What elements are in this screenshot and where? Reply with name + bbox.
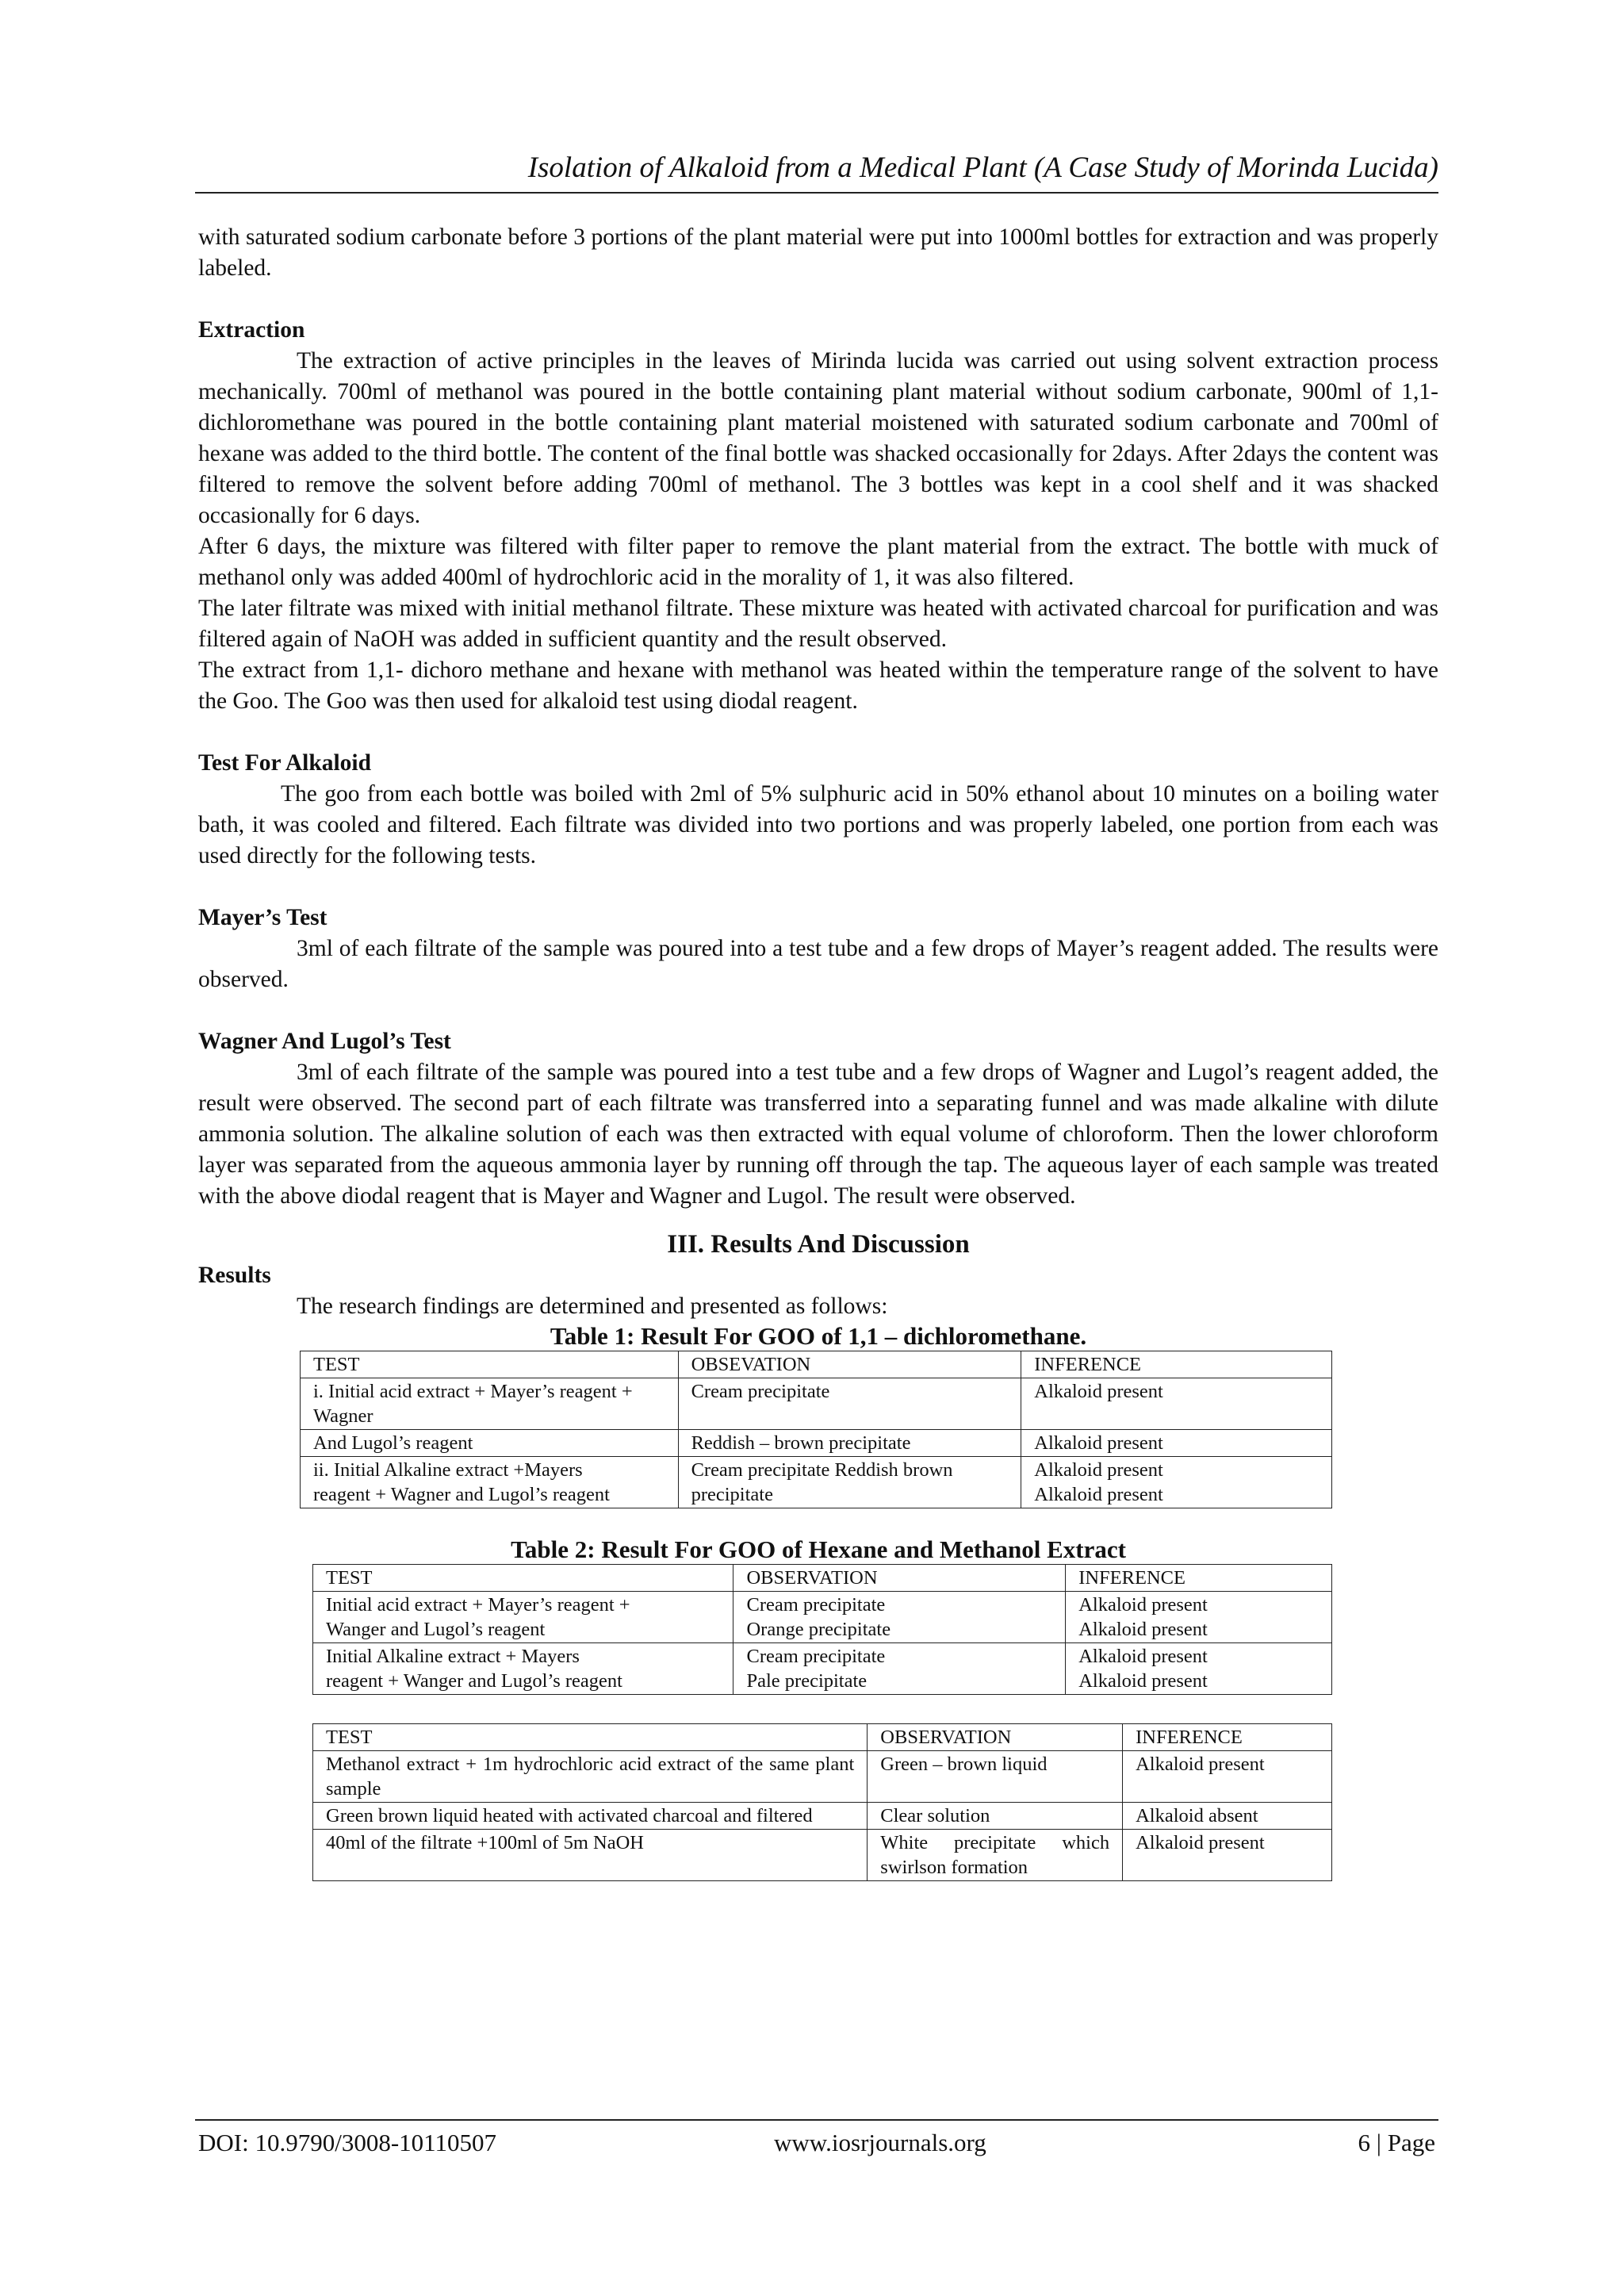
table-cell: And Lugol’s reagent (301, 1430, 679, 1457)
wagner-test-heading: Wagner And Lugol’s Test (198, 1029, 451, 1054)
table-row (313, 1803, 1332, 1830)
wagner-test-paragraph: 3ml of each filtrate of the sample was poured into a test tube and a few drops of Wagner and Lugol’s reagent added, the result were observed. The second part of each filtrate was transferred into a separating funnel and was made alkaline with dilute ammonia solution. The alkaline solution of each was then extracted with equal volume of chloroform. Then the lower chloroform layer was separated from the aqueous ammonia layer by running off through the tap. The aqueous layer of each sample was treated with the above diodal reagent that is Mayer and Wagner and Lugol. The result were observed. (198, 1060, 1438, 1209)
page-content (198, 222, 1438, 1881)
table-header-cell: TEST (313, 1724, 868, 1751)
table-cell: Alkaloid present (1021, 1430, 1332, 1457)
section-title: III. Results And Discussion (667, 1230, 970, 1259)
table-header-cell: INFERENCE (1123, 1724, 1332, 1751)
intro-paragraph: with saturated sodium carbonate before 3 portions of the plant material were put into 1000ml bottles for extraction and was properly labeled. (198, 224, 1438, 281)
mayers-test-heading: Mayer’s Test (198, 905, 327, 930)
footer-page-number: 6 | Page (1358, 2129, 1435, 2156)
table-cell: Green – brown liquid (868, 1751, 1123, 1803)
table-cell: i. Initial acid extract + Mayer’s reagent + Wagner (301, 1378, 679, 1430)
table-row (301, 1457, 1332, 1508)
table-cell: Green brown liquid heated with activated charcoal and filtered (313, 1803, 868, 1830)
extraction-heading: Extraction (198, 317, 305, 343)
table-cell: Alkaloid present (1123, 1751, 1332, 1803)
table-header-cell: TEST (301, 1351, 679, 1378)
table-row (313, 1751, 1332, 1803)
table-cell: Cream precipitate (678, 1378, 1021, 1430)
table-header-cell: INFERENCE (1021, 1351, 1332, 1378)
table-header-row (313, 1724, 1332, 1751)
table-cell: Alkaloid present Alkaloid present (1066, 1592, 1332, 1643)
table-header-cell: OBSERVATION (868, 1724, 1123, 1751)
table-header-cell: TEST (313, 1565, 733, 1592)
table-header-row (301, 1351, 1332, 1378)
table1 (300, 1351, 1332, 1508)
table-cell: Cream precipitate Reddish brown precipitate (678, 1457, 1021, 1508)
running-title: Isolation of Alkaloid from a Medical Plant (A Case Study of Morinda Lucida) (527, 151, 1438, 184)
footer-website-link[interactable]: www.iosrjournals.org (774, 2129, 986, 2156)
table-header-cell: OBSEVATION (678, 1351, 1021, 1378)
extraction-paragraph-2: After 6 days, the mixture was filtered with filter paper to remove the plant material from the extract. The bottle with muck of methanol only was added 400ml of hydrochloric acid in the morality of 1, it was also filtered. (198, 534, 1438, 590)
footer-rule (195, 2119, 1438, 2121)
mayers-test-paragraph: 3ml of each filtrate of the sample was poured into a test tube and a few drops of Mayer’s reagent added. The results were observed. (198, 936, 1438, 992)
table-row (313, 1830, 1332, 1881)
test-alkaloid-heading: Test For Alkaloid (198, 750, 372, 776)
table-cell: Reddish – brown precipitate (678, 1430, 1021, 1457)
table3 (312, 1723, 1332, 1881)
table-row (301, 1378, 1332, 1430)
table-row (313, 1592, 1332, 1643)
table-row (313, 1643, 1332, 1695)
extraction-paragraph-4: The extract from 1,1- dichoro methane and hexane with methanol was heated within the temperature range of the solvent to have the Goo. The Goo was then used for alkaloid test using diodal reagent. (198, 657, 1438, 714)
table-cell: Alkaloid present Alkaloid present (1066, 1643, 1332, 1695)
table-cell: ii. Initial Alkaline extract +Mayers reagent + Wagner and Lugol’s reagent (301, 1457, 679, 1508)
table-cell: 40ml of the filtrate +100ml of 5m NaOH (313, 1830, 868, 1881)
table-cell: Alkaloid present (1021, 1378, 1332, 1430)
footer-doi: DOI: 10.9790/3008-10110507 (198, 2129, 496, 2156)
table-cell: Alkaloid present (1123, 1830, 1332, 1881)
table1-caption: Table 1: Result For GOO of 1,1 – dichloromethane. (550, 1322, 1087, 1350)
table2-caption: Table 2: Result For GOO of Hexane and Methanol Extract (511, 1535, 1126, 1563)
results-intro: The research findings are determined and presented as follows: (297, 1294, 888, 1319)
table-cell: Alkaloid present Alkaloid present (1021, 1457, 1332, 1508)
page-footer (198, 2125, 1435, 2160)
table-cell: Methanol extract + 1m hydrochloric acid extract of the same plant sample (313, 1751, 868, 1803)
table-cell: Cream precipitate Pale precipitate (733, 1643, 1066, 1695)
table-header-cell: OBSERVATION (733, 1565, 1066, 1592)
table-cell: Cream precipitate Orange precipitate (733, 1592, 1066, 1643)
table2 (312, 1564, 1332, 1695)
table-header-row (313, 1565, 1332, 1592)
table-header-cell: INFERENCE (1066, 1565, 1332, 1592)
header-rule (195, 192, 1438, 194)
extraction-paragraph-1: The extraction of active principles in the leaves of Mirinda lucida was carried out using solvent extraction process mechanically. 700ml of methanol was poured in the bottle containing plant material without sodium carbonate, 900ml of 1,1- dichloromethane was poured in the bottle containing plant material moistened with saturated sodium carbonate and 700ml of hexane was added to the third bottle. The content of the final bottle was shacked occasionally for 2days. After 2days the content was filtered to remove the solvent before adding 700ml of methanol. The 3 bottles was kept in a cool shelf and it was shacked occasionally for 6 days. (198, 348, 1438, 528)
table-cell: Clear solution (868, 1803, 1123, 1830)
table-cell: White precipitate which swirlson formation (868, 1830, 1123, 1881)
table-row (301, 1430, 1332, 1457)
table-cell: Alkaloid absent (1123, 1803, 1332, 1830)
results-heading: Results (198, 1263, 271, 1288)
table-cell: Initial Alkaline extract + Mayers reagent + Wanger and Lugol’s reagent (313, 1643, 733, 1695)
table-cell: Initial acid extract + Mayer’s reagent + Wanger and Lugol’s reagent (313, 1592, 733, 1643)
test-alkaloid-paragraph: The goo from each bottle was boiled with 2ml of 5% sulphuric acid in 50% ethanol about 10 minutes on a boiling water bath, it was cooled and filtered. Each filtrate was divided into two portions and was properly labeled, one portion from each was used directly for the following tests. (198, 781, 1438, 868)
extraction-paragraph-3: The later filtrate was mixed with initial methanol filtrate. These mixture was heated with activated charcoal for purification and was filtered again of NaOH was added in sufficient quantity and the result observed. (198, 596, 1438, 652)
